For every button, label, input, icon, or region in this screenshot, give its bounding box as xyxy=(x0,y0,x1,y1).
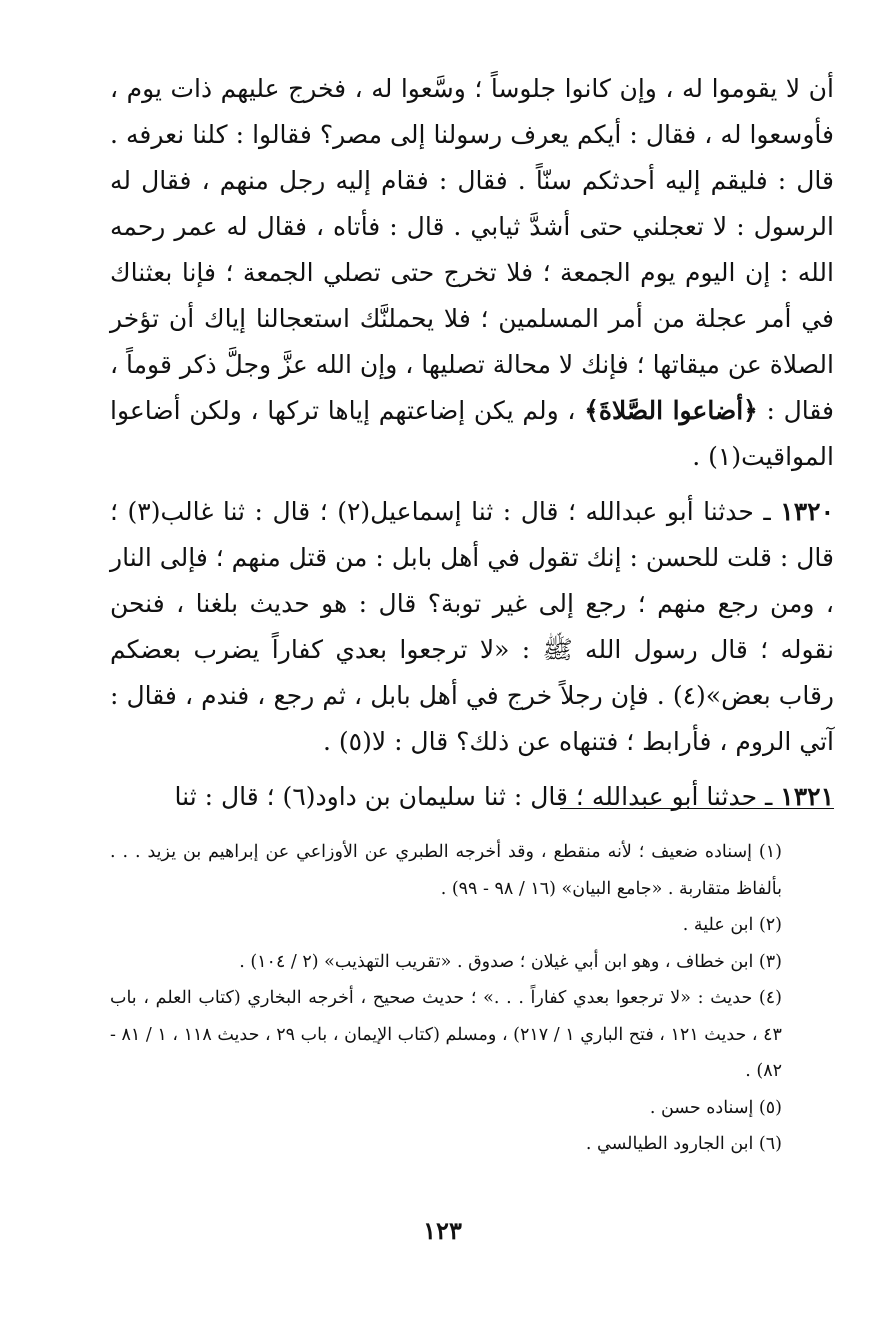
footnote-6: (٦) ابن الجارود الطيالسي . xyxy=(585,1134,782,1154)
footnote-divider xyxy=(560,808,834,809)
page-number: ١٢٣ xyxy=(423,1216,462,1245)
narration-text: أن لا يقوموا له ، وإن كانوا جلوساً ؛ وسَّعوا له ، فخرج عليهم ذات يوم ، فأوسعوا له ، فقال : أيكم يعرف رسولنا إلى مصر؟ فقالوا : كلنا نعرفه . قال : فليقم إليه أحدثكم سنّاً . فقال : فقام إليه رجل منهم ، فقال له الرسول : لا تعجلني حتى أشدَّ ثيابي . قال : فأتاه ، فقال له عمر رحمه الله : إن اليوم يوم الجمعة ؛ فلا تخرج حتى تصلي الجمعة ؛ فإنا بعثناك في أمر عجلة من أمر المسلمين ؛ فلا يحملنَّك استعجالنا إياك أن تؤخر الصلاة عن ميقاتها ؛ فإنك لا محالة تصليها ، وإن الله عزَّ وجلَّ ذكر قوماً ، فقال : xyxy=(110,74,835,425)
hadith-1321 xyxy=(110,774,834,820)
footnote-2: (٢) ابن علية . xyxy=(682,915,782,935)
footnote-1: (١) إسناده ضعيف ؛ لأنه منقطع ، وقد أخرجه الطبري عن الأوزاعي عن إبراهيم بن يزيد . . . بألفاظ متقاربة . «جامع البيان» (١٦ / ٩٨ - ٩٩) . xyxy=(110,842,782,899)
hadith-text: ـ حدثنا أبو عبدالله ؛ قال : ثنا سليمان بن داود(٦) ؛ قال : ثنا xyxy=(174,782,773,811)
hadith-1320 xyxy=(110,489,834,765)
footnotes xyxy=(110,834,834,1163)
footnote-4: (٤) حديث : «لا ترجعوا بعدي كفاراً . . .» ؛ حديث صحيح ، أخرجه البخاري (كتاب العلم ، باب ٤٣ ، حديث ١٢١ ، فتح الباري ١ / ٢١٧) ، ومسلم (كتاب الإيمان ، باب ٢٩ ، حديث ١١٨ ، ١ / ٨١ - ٨٢) . xyxy=(110,988,782,1081)
footnote-3: (٣) ابن خطاف ، وهو ابن أبي غيلان ؛ صدوق . «تقريب التهذيب» (٢ / ١٠٤) . xyxy=(239,951,782,972)
footnote-5: (٥) إسناده حسن . xyxy=(649,1097,782,1118)
paragraph-narration xyxy=(110,66,834,480)
main-text xyxy=(110,66,834,820)
hadith-number: ١٣٢١ xyxy=(780,782,834,811)
narration-text-end: ، ولم يكن إضاعتهم إياها تركها ، ولكن أضاعوا المواقيت(١) . xyxy=(110,396,834,471)
quran-quote: ﴿أضاعوا الصَّلاةَ﴾ xyxy=(584,396,758,425)
hadith-number: ١٣٢٠ xyxy=(780,497,834,526)
hadith-text: ـ حدثنا أبو عبدالله ؛ قال : ثنا إسماعيل(٢) ؛ قال : ثنا غالب(٣) ؛ قال : قلت للحسن : إنك تقول في أهل بابل : من قتل منهم ؛ فإلى النار ، ومن رجع منهم ؛ رجع إلى غير توبة؟ قال : هو حديث بلغنا ، فنحن نقوله ؛ قال رسول الله ﷺ : «لا ترجعوا بعدي كفاراً يضرب بعضكم رقاب بعض»(٤) . فإن رجلاً خرج في أهل بابل ، ثم رجع ، فندم ، فقال : آتي الروم ، فأرابط ؛ فتنهاه عن ذلك؟ قال : لا(٥) . xyxy=(110,497,834,756)
